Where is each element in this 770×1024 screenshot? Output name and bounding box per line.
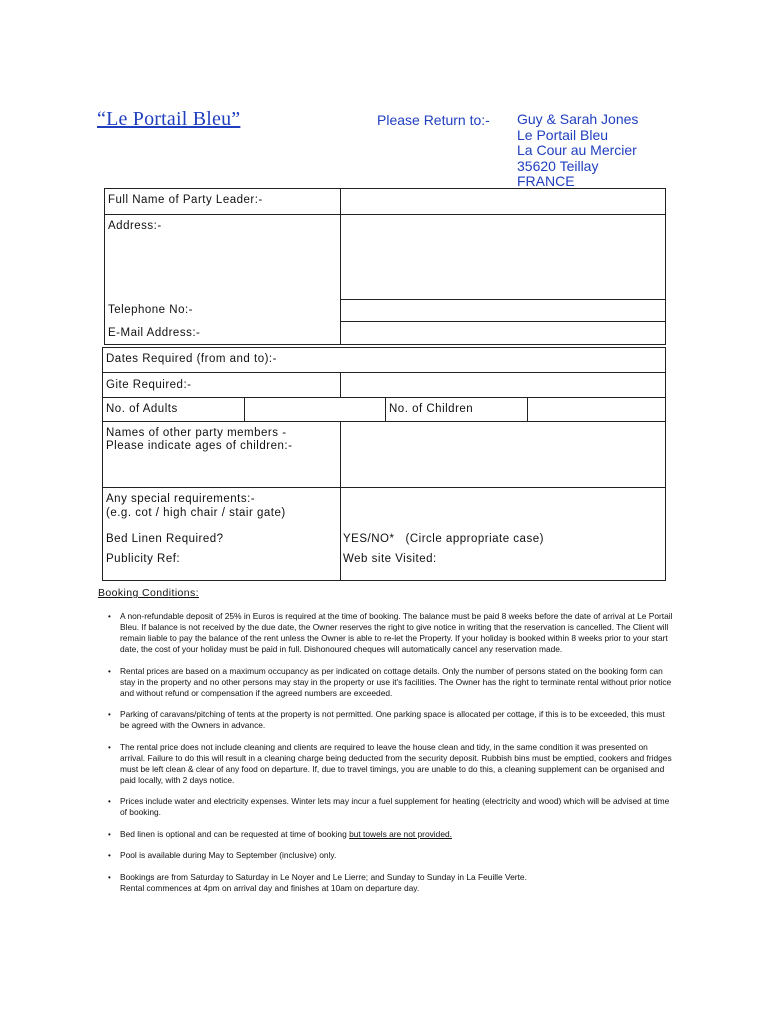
- children-ages-label: Please indicate ages of children:-: [106, 440, 293, 452]
- return-address: [517, 112, 638, 190]
- return-label: Please Return to:-: [377, 112, 490, 128]
- bed-linen-answer: YES/NO* (Circle appropriate case): [343, 533, 544, 545]
- party-leader-label: Full Name of Party Leader:-: [108, 194, 263, 206]
- other-members-label: Names of other party members -: [106, 427, 287, 439]
- email-label: E-Mail Address:-: [108, 327, 201, 339]
- condition-item: • Rental prices are based on a maximum occupancy as per indicated on cottage details. Only the number of persons stated on the booking form can stay in the property and no other persons may stay in the property or use it's facilities. The Owner has the right to terminate rental without prior notice and without refund or compensation if the agreed numbers are exceeded.: [108, 666, 674, 699]
- address-line: 35620 Teillay: [517, 157, 599, 174]
- condition-item: [108, 872, 674, 894]
- booking-conditions-heading: Booking Conditions:: [98, 587, 199, 599]
- booking-conditions-list: [108, 611, 674, 904]
- address-line: FRANCE: [517, 173, 575, 189]
- bookings-days: Bookings are from Saturday to Saturday in Le Noyer and Le Lierre; and Sunday to Sunday in La Feuille Verte.: [120, 871, 527, 882]
- gite-label: Gite Required:-: [106, 379, 192, 391]
- address-line: La Cour au Mercier: [517, 142, 637, 158]
- document-title: “Le Portail Bleu”: [97, 108, 241, 130]
- condition-item: • A non-refundable deposit of 25% in Euros is required at the time of booking. The balance must be paid 8 weeks before the date of arrival at Le Portail Bleu. If balance is not received by the due date, the Owner reserves the right to give notice in writing that the reservation is cancelled. The Client will remain liable to pay the balance of the rent unless the Owner is able to re-let the Property. If your holiday is booked within 8 weeks prior to your start date, the cost of your holiday must be paid in full. Dishonoured cheques will automatically cancel any reservation made.: [108, 611, 674, 655]
- children-label: No. of Children: [389, 403, 474, 415]
- address-line: Guy & Sarah Jones: [517, 111, 639, 127]
- towels-note: but towels are not provided.: [349, 828, 452, 839]
- dates-label: Dates Required (from and to):-: [106, 353, 277, 365]
- condition-item: • The rental price does not include cleaning and clients are required to leave the house clean and tidy, in the same condition it was presented on arrival. Failure to do this will result in a cleaning charge being deducted from the security deposit. Rubbish bins must be emptied, cookers and fridges must be left clean & clear of any food on departure. If, due to travel timings, you are unable to do this, a cleaning supplement can be organised and paid locally, with 2 days notice.: [108, 742, 674, 786]
- telephone-label: Telephone No:-: [108, 304, 193, 316]
- linen-text: Bed linen is optional and can be requested at time of booking: [120, 828, 350, 839]
- special-requirements-example: (e.g. cot / high chair / stair gate): [106, 507, 286, 519]
- condition-item: [108, 829, 674, 840]
- condition-item: • Pool is available during May to September (inclusive) only.: [108, 850, 674, 861]
- address-label: Address:-: [108, 220, 162, 232]
- condition-item: • Prices include water and electricity expenses. Winter lets may incur a fuel supplement for heating (electricity and wood) which will be advised at time of booking.: [108, 796, 674, 818]
- condition-item: • Parking of caravans/pitching of tents at the property is not permitted. One parking space is allocated per cottage, if this is to be exceeded, this must be agreed with the Owners in advance.: [108, 709, 674, 731]
- publicity-label: Publicity Ref:: [106, 553, 181, 565]
- bed-linen-label: Bed Linen Required?: [106, 533, 224, 545]
- special-requirements-label: Any special requirements:-: [106, 493, 256, 505]
- website-label: Web site Visited:: [343, 553, 437, 565]
- adults-label: No. of Adults: [106, 403, 178, 415]
- rental-times: Rental commences at 4pm on arrival day and finishes at 10am on departure day.: [120, 882, 420, 893]
- address-line: Le Portail Bleu: [517, 126, 609, 143]
